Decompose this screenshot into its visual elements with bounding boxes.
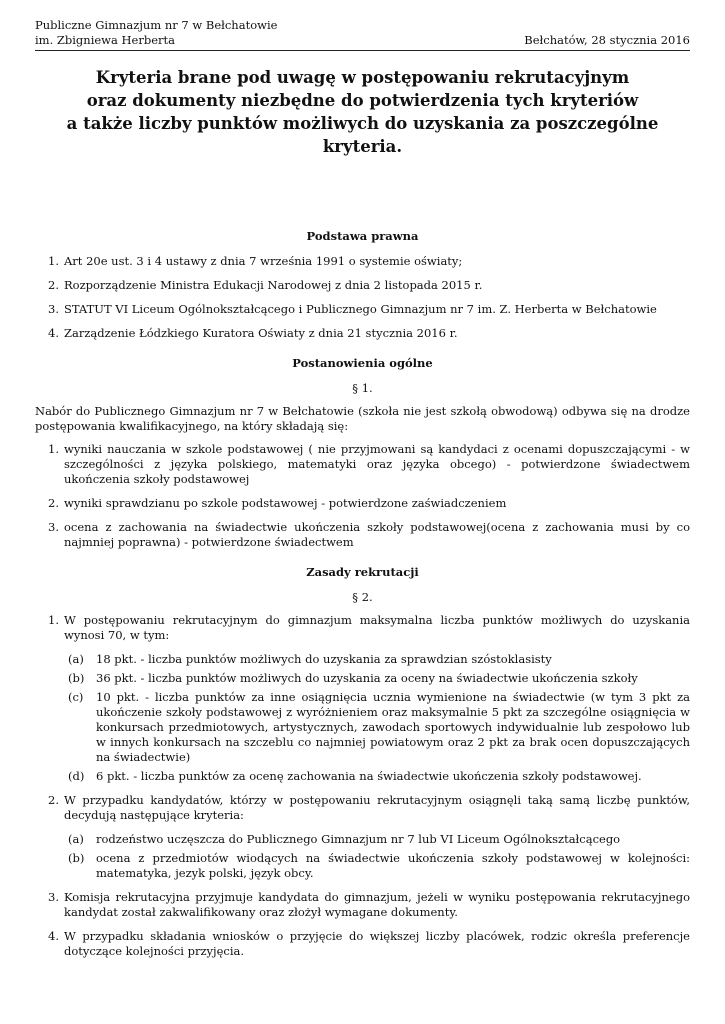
recruitment-rules-list [35,613,690,959]
tiebreak-criteria-list [64,832,690,881]
qualification-components-list [35,442,690,550]
title-line-3: a także liczby punktów możliwych do uzyskania za poszczególne kryteria. [66,114,659,156]
document-date: Bełchatów, 28 stycznia 2016 [524,33,690,47]
list-item: 3. Komisja rekrutacyjna przyjmuje kandydata do gimnazjum, jeżeli w wyniku postępowania rekrutacyjnego kandydat został zakwalifikowany oraz złożył wymagane dokumenty. [48,890,690,919]
section-heading-postanowienia: Postanowienia ogólne [292,356,433,370]
list-item: 1. W postępowaniu rekrutacyjnym do gimnazjum maksymalna liczba punktów możliwych do uzyskania wynosi 70, w tym: (a) 18 pkt. - liczba punktów możliwych do uzyskania za sprawdzian szóstoklasisty (b) 36 pkt. - liczba punktów możliwych do uzyskania za oceny na świadectwie ukończenia szkoły (c) 10 pkt. - liczba punktów za inne osiągnięcia ucznia wymienione na świadectwie (w tym 3 pkt za ukończenie szkoły podstawowej z wyróżnieniem oraz maksymalnie 5 pkt za szczególne osiągnięcia w konkursach przedmiotowych, artystycznych, zawodach sportowych indywidualnie lub zespołowo lub w innych konkursach na szczeblu co najmniej powiatowym oraz 2 pkt za brak ocen dopuszczających na świadectwie) (d) 6 pkt. - liczba punktów za ocenę zachowania na świadectwie ukończenia szkoły podstawowej. [48,613,690,783]
sub-list-item: (a) 18 pkt. - liczba punktów możliwych do uzyskania za sprawdzian szóstoklasisty [68,652,552,666]
sub-list-item: (b) 36 pkt. - liczba punktów możliwych do uzyskania za oceny na świadectwie ukończenia szkoły [68,671,638,685]
list-item: 4. W przypadku składania wniosków o przyjęcie do większej liczby placówek, rodzic określa preferencje dotyczące kolejności przyjęcia. [48,929,690,958]
points-breakdown-list [64,652,690,784]
list-item: 3. ocena z zachowania na świadectwie ukończenia szkoły podstawowej(ocena z zachowania musi by co najmniej poprawna) - potwierdzone świadectwem [48,520,690,549]
page-header [35,18,690,48]
sub-list-item: (b) ocena z przedmiotów wiodących na świadectwie ukończenia szkoły podstawowej w kolejności: matematyka, jezyk polski, język obcy. [68,851,690,880]
list-item: 4. Zarządzenie Łódzkiego Kuratora Oświaty z dnia 21 stycznia 2016 r. [48,326,458,340]
sub-list-item: (c) 10 pkt. - liczba punktów za inne osiągnięcia ucznia wymienione na świadectwie (w tym 3 pkt za ukończenie szkoły podstawowej z wyróżnieniem oraz maksymalnie 5 pkt za szczególne osiągnięcia w konkursach przedmiotowych, artystycznych, zawodach sportowych indywidualnie lub zespołowo lub w innych konkursach na szczeblu co najmniej powiatowym oraz 2 pkt za brak ocen dopuszczających na świadectwie) [68,690,690,764]
paragraph-number-1: § 1. [352,381,373,395]
list-item: 2. W przypadku kandydatów, którzy w postępowaniu rekrutacyjnym osiągnęli taką samą liczbę punktów, decydują następujące kryteria: (a) rodzeństwo uczęszcza do Publicznego Gimnazjum nr 7 lub VI Liceum Ogólnokształcącego (b) ocena z przedmiotów wiodących na świadectwie ukończenia szkoły podstawowej w kolejności: matematyka, jezyk polski, język obcy. [48,793,690,880]
section-heading-zasady: Zasady rekrutacji [306,565,419,579]
document-title [30,66,695,158]
sub-list-item: (a) rodzeństwo uczęszcza do Publicznego Gimnazjum nr 7 lub VI Liceum Ogólnokształcącego [68,832,621,846]
list-item: 1. wyniki nauczania w szkole podstawowej ( nie przyjmowani są kandydaci z ocenami dopuszczającymi - w szczególności z języka polskiego, matematyki oraz języka obcego) - potwierdzone świadectwem ukończenia szkoły podstawowej [48,442,690,486]
list-item: 3. STATUT VI Liceum Ogólnokształcącego i Publicznego Gimnazjum nr 7 im. Z. Herberta w Bełchatowie [48,302,657,316]
recruitment-intro: Nabór do Publicznego Gimnazjum nr 7 w Bełchatowie (szkoła nie jest szkołą obwodową) odbywa się na drodze postępowania kwalifikacyjnego, na który składają się: [35,404,690,433]
legal-basis-list [35,254,690,341]
list-item: 1. Art 20e ust. 3 i 4 ustawy z dnia 7 września 1991 o systemie oświaty; [48,254,463,268]
school-name: Publiczne Gimnazjum nr 7 w Bełchatowie [35,18,278,32]
school-patron: im. Zbigniewa Herberta [35,33,176,47]
header-divider [35,50,690,51]
list-item: 2. Rozporządzenie Ministra Edukacji Narodowej z dnia 2 listopada 2015 r. [48,278,483,292]
title-line-2: oraz dokumenty niezbędne do potwierdzenia tych kryteriów [86,91,639,110]
title-line-1: Kryteria brane pod uwagę w postępowaniu rekrutacyjnym [95,68,630,87]
paragraph-number-2: § 2. [352,590,373,604]
section-heading-podstawa: Podstawa prawna [306,229,419,243]
sub-list-item: (d) 6 pkt. - liczba punktów za ocenę zachowania na świadectwie ukończenia szkoły podstawowej. [68,769,642,783]
list-item: 2. wyniki sprawdzianu po szkole podstawowej - potwierdzone zaświadczeniem [48,496,507,510]
document-body [35,229,690,968]
